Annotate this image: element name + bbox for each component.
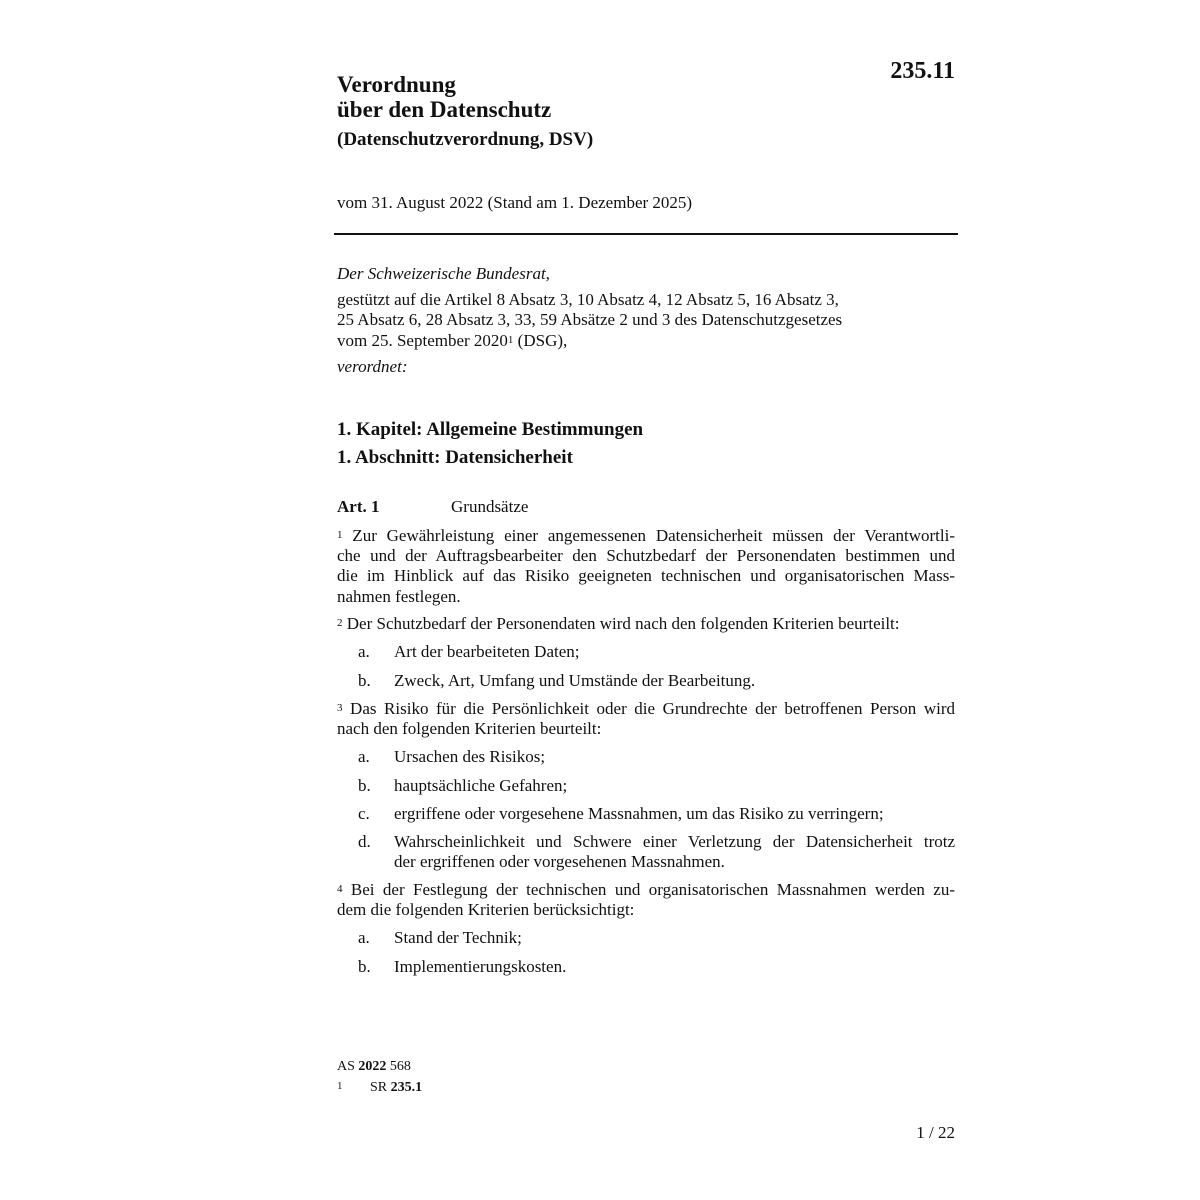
para3-line <box>337 699 955 720</box>
item-label: a. <box>358 642 370 661</box>
item-text: Art der bearbeiteten Daten; <box>394 642 580 661</box>
item-text: der ergriffenen oder vorgesehenen Massnahmen. <box>394 852 725 871</box>
as-page: 568 <box>389 1059 411 1074</box>
item-label: a. <box>358 928 370 947</box>
basis-line-last <box>337 331 567 352</box>
line-text: Zur Gewährleistung einer angemessenen Datensicherheit müssen der Verantwortli- <box>342 526 955 545</box>
para1-line: die im Hinblick auf das Risiko geeigneten technischen und organisatorischen Mass- <box>337 566 955 585</box>
footnote-prefix: SR <box>370 1080 388 1095</box>
item-text: Stand der Technik; <box>394 928 522 947</box>
item-text: Zweck, Art, Umfang und Umstände der Bearbeitung. <box>394 671 756 690</box>
item-text: Ursachen des Risikos; <box>394 747 546 766</box>
basis-line: gestützt auf die Artikel 8 Absatz 3, 10 Absatz 4, 12 Absatz 5, 16 Absatz 3, <box>337 290 839 309</box>
footnote-ref-number[interactable]: 235.1 <box>390 1080 423 1095</box>
title-line-2: über den Datenschutz <box>337 97 552 122</box>
authority: Der Schweizerische Bundesrat, <box>337 264 550 283</box>
basis-text: vom 25. September 2020 <box>337 331 508 350</box>
para4-line: dem die folgenden Kriterien berücksichtigt: <box>337 900 635 919</box>
sr-number: 235.11 <box>890 58 955 84</box>
item-label: a. <box>358 747 370 766</box>
item-label: b. <box>358 776 371 795</box>
para3-line: nach den folgenden Kriterien beurteilt: <box>337 719 602 738</box>
enactment-date: vom 31. August 2022 (Stand am 1. Dezember 2025) <box>337 193 693 212</box>
chapter-heading: 1. Kapitel: Allgemeine Bestimmungen <box>337 419 644 440</box>
section-heading: 1. Abschnitt: Datensicherheit <box>337 447 573 468</box>
item-text: Wahrscheinlichkeit und Schwere einer Verletzung der Datensicherheit trotz <box>394 832 955 851</box>
para2-line <box>337 614 955 635</box>
title-line-1: Verordnung <box>337 72 456 97</box>
article-title: Grundsätze <box>451 497 529 516</box>
item-label: b. <box>358 671 371 690</box>
footnote <box>337 1080 423 1096</box>
para-number: 2 <box>337 617 343 629</box>
item-text: ergriffene oder vorgesehene Massnahmen, um das Risiko zu verringern; <box>394 804 884 823</box>
as-reference <box>337 1059 411 1075</box>
as-year: 2022 <box>358 1059 387 1074</box>
footnote-number: 1 <box>337 1080 343 1092</box>
as-prefix: AS <box>337 1059 355 1074</box>
para-number: 4 <box>337 883 343 895</box>
header-divider <box>334 233 958 235</box>
basis-line: 25 Absatz 6, 28 Absatz 3, 33, 59 Absätze 2 und 3 des Datenschutzgesetzes <box>337 310 843 329</box>
para-number: 1 <box>337 529 343 541</box>
decrees: verordnet: <box>337 357 408 376</box>
list-item <box>337 832 955 873</box>
item-text: Implementierungskosten. <box>394 957 567 976</box>
item-label: b. <box>358 957 371 976</box>
basis-tail: (DSG), <box>513 331 568 350</box>
item-label: d. <box>358 832 371 851</box>
footnote-ref[interactable]: 1 <box>507 334 514 346</box>
para1-line: che und der Auftragsbearbeiter den Schutzbedarf der Personendaten bestimmen und <box>337 546 955 565</box>
item-text: hauptsächliche Gefahren; <box>394 776 568 795</box>
short-title: (Datenschutzverordnung, DSV) <box>337 129 594 150</box>
para1-line: nahmen festlegen. <box>337 587 461 606</box>
para1-line <box>337 526 955 547</box>
page-number: 1 / 22 <box>916 1123 955 1142</box>
line-text: Das Risiko für die Persönlichkeit oder die Grundrechte der betroffenen Person wird <box>342 699 955 718</box>
item-label: c. <box>358 804 370 823</box>
line-text: Bei der Festlegung der technischen und organisatorischen Massnahmen werden zu- <box>342 880 955 899</box>
line-text: Der Schutzbedarf der Personendaten wird nach den folgenden Kriterien beurteilt: <box>342 614 900 633</box>
para4-line <box>337 880 955 901</box>
article-number: Art. 1 <box>337 497 380 516</box>
para-number: 3 <box>337 702 343 714</box>
